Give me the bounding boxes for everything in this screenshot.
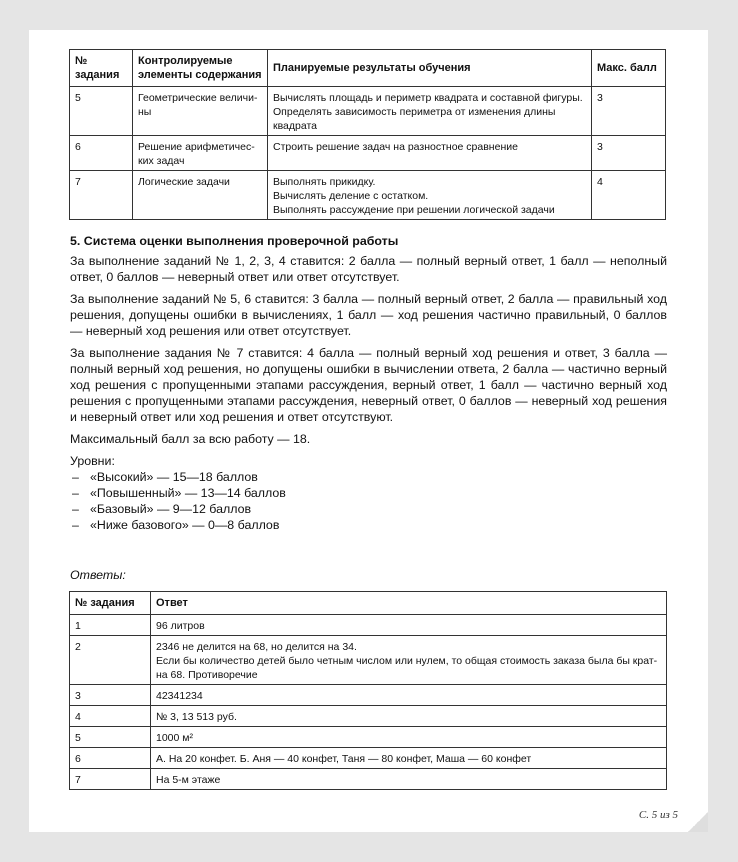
levels-title: Уровни: (70, 454, 115, 468)
table-row (70, 136, 666, 171)
table-row (70, 685, 667, 706)
cell-max: 3 (592, 87, 666, 136)
list-item (70, 485, 667, 501)
header-answer: Ответ (151, 592, 667, 615)
cell-number: 5 (70, 87, 133, 136)
dash-bullet: – (72, 486, 79, 500)
page-number: С. 5 из 5 (638, 809, 678, 821)
table-row (70, 727, 667, 748)
cell-element: Логические задачи (133, 171, 268, 220)
cell-number: 7 (70, 171, 133, 220)
section-title: 5. Система оценки выполнения проверочной работы (70, 234, 399, 248)
cell-max: 3 (592, 136, 666, 171)
cell-answer: 2346 не делится на 68, но делится на 34. Если бы количество детей было четным числом или нулем, то общая стоимость заказа была бы крат- на 68. Противоречие (151, 636, 667, 685)
criteria-table (69, 49, 666, 220)
cell-number: 3 (70, 685, 151, 706)
dash-bullet: – (72, 470, 79, 484)
header-results: Планируемые результаты обучения (268, 50, 592, 87)
levels-list (70, 469, 667, 533)
cell-max: 4 (592, 171, 666, 220)
cell-element: Решение арифметичес- ких задач (133, 136, 268, 171)
table-row (70, 171, 666, 220)
cell-results: Выполнять прикидку. Вычислять деление с остатком. Выполнять рассуждение при решении логической задачи (268, 171, 592, 220)
table-header-row (70, 50, 666, 87)
grading-section (70, 233, 667, 533)
table-row (70, 615, 667, 636)
header-element: Контролируемые элементы содержания (133, 50, 268, 87)
cell-number: 6 (70, 136, 133, 171)
list-item (70, 469, 667, 485)
header-number: № задания (70, 50, 133, 87)
paragraph-max-score: Максимальный балл за всю работу — 18. (70, 432, 311, 446)
paragraph-task-7: За выполнение задания № 7 ставится: 4 балла — полный верный ход решения и ответ, 3 балла — полный верный ход решения, но допущены ошибки в вычислении ответа, 2 балла — частично верный ход решения с пропущенными этапами рассуждения, верный ответ, 1 балл — частично верный ход решения с пропущенными этапами рассуждения, неверный ответ, 0 баллов — неверный ход решения и неверный ответ или ход решения и ответ отсутствуют. (70, 346, 667, 424)
cell-number: 5 (70, 727, 151, 748)
level-text: «Повышенный» — 13—14 баллов (90, 486, 286, 500)
table-row (70, 706, 667, 727)
level-text: «Высокий» — 15—18 баллов (90, 470, 258, 484)
table-row (70, 87, 666, 136)
answers-table (69, 591, 667, 790)
paragraph-tasks-5-6: За выполнение заданий № 5, 6 ставится: 3 балла — полный верный ответ, 2 балла — правильный ход решения, допущены ошибки в вычислениях, 1 балл — ход решения частично правильный, 0 баллов — неверный ход решения или ответ отсутствует. (70, 292, 667, 338)
cell-answer: На 5-м этаже (151, 769, 667, 790)
list-item (70, 501, 667, 517)
cell-results: Строить решение задач на разностное сравнение (268, 136, 592, 171)
level-text: «Ниже базового» — 0—8 баллов (90, 518, 280, 532)
header-max: Макс. балл (592, 50, 666, 87)
table-row (70, 769, 667, 790)
list-item (70, 517, 667, 533)
cell-answer: А. На 20 конфет. Б. Аня — 40 конфет, Таня — 80 конфет, Маша — 60 конфет (151, 748, 667, 769)
cell-answer: 1000 м² (151, 727, 667, 748)
cell-element: Геометрические величи- ны (133, 87, 268, 136)
cell-answer: 96 литров (151, 615, 667, 636)
level-text: «Базовый» — 9—12 баллов (90, 502, 252, 516)
table-header-row (70, 592, 667, 615)
table-row (70, 748, 667, 769)
cell-number: 6 (70, 748, 151, 769)
document-page (29, 30, 708, 832)
page-corner-fold (688, 812, 708, 832)
dash-bullet: – (72, 502, 79, 516)
header-number: № задания (70, 592, 151, 615)
cell-answer: № 3, 13 513 руб. (151, 706, 667, 727)
dash-bullet: – (72, 518, 79, 532)
cell-number: 2 (70, 636, 151, 685)
paragraph-tasks-1-4: За выполнение заданий № 1, 2, 3, 4 ставится: 2 балла — полный верный ответ, 1 балл — неполный ответ, 0 баллов — неверный ответ или ответ отсутствует. (70, 254, 667, 284)
cell-answer: 42341234 (151, 685, 667, 706)
cell-number: 4 (70, 706, 151, 727)
cell-number: 1 (70, 615, 151, 636)
answers-title: Ответы: (70, 568, 126, 582)
cell-results: Вычислять площадь и периметр квадрата и составной фигуры. Определять зависимость периметра от изменения длины квадрата (268, 87, 592, 136)
cell-number: 7 (70, 769, 151, 790)
table-row (70, 636, 667, 685)
